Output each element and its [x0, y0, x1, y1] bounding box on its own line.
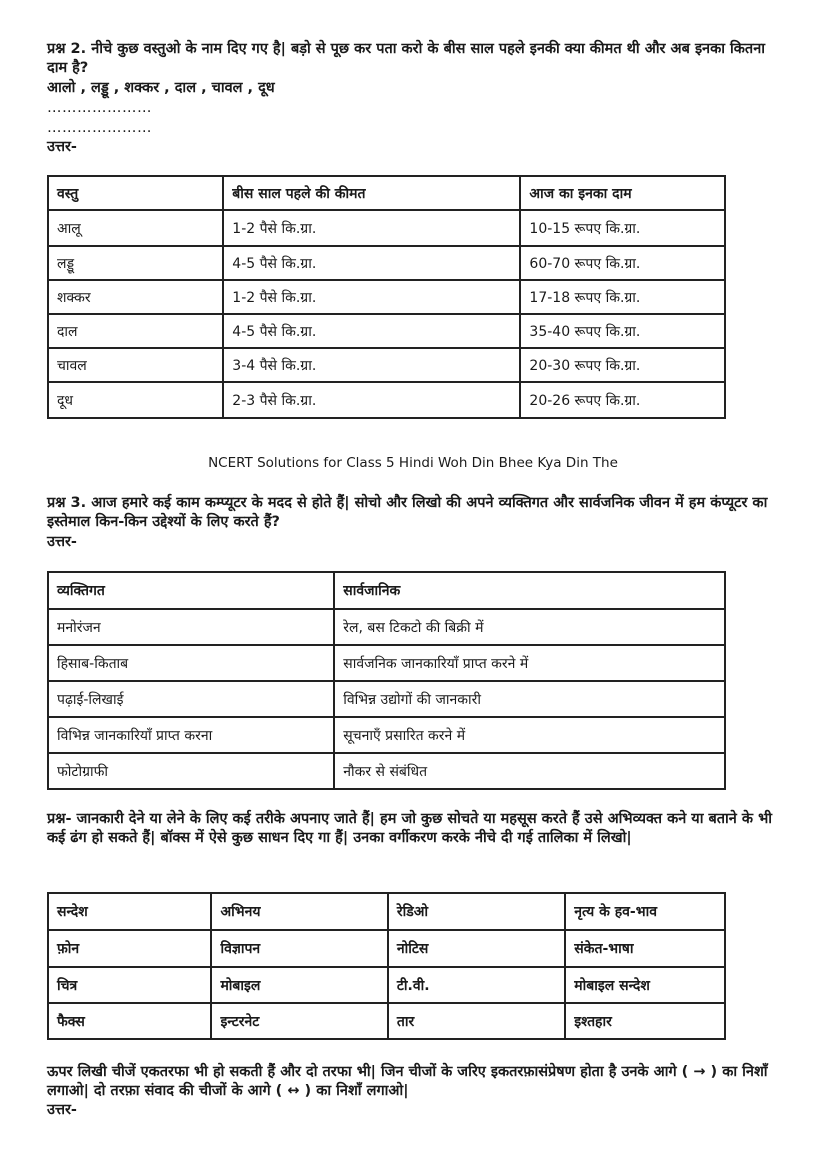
- table-cell: आलू: [48, 210, 223, 246]
- table-cell: 20-26 रूपए कि.ग्रा.: [520, 382, 725, 418]
- table-row: [48, 967, 725, 1003]
- table-header-row: [48, 176, 725, 210]
- table-row: [48, 717, 725, 753]
- communication-means-table: [47, 892, 726, 1040]
- table-cell: हिसाब-किताब: [48, 645, 334, 681]
- header-cell: बीस साल पहले की कीमत: [223, 176, 520, 210]
- table-cell: चित्र: [48, 967, 211, 1003]
- table-cell: इन्टरनेट: [211, 1003, 387, 1039]
- answer-label-q4: उत्तर-: [47, 1102, 77, 1118]
- table-cell: मनोरंजन: [48, 609, 334, 645]
- table-cell: सन्देश: [48, 893, 211, 930]
- question-4: प्रश्न- जानकारी देने या लेने के लिए कई तरीके अपनाए जाते हैं| हम जो कुछ सोचते या महसूस करते हैं उसे अभिव्यक्त कने या बताने के भी कई ढंग हो सकते हैं| बॉक्स में ऐसे कुछ साधन दिए गा हैं| उनका वर्गीकरण करके नीचे दी गई तालिका में लिखो|: [47, 811, 773, 846]
- question-2: प्रश्न 2. नीचे कुछ वस्तुओ के नाम दिए गए है| बड़ो से पूछ कर पता करो के बीस साल पहले इनकी क्या कीमत थी और अब इनका कितना दाम है?: [47, 41, 766, 76]
- blank-line-1: …………………: [47, 100, 152, 116]
- table-cell: रेल, बस टिकटो की बिक्री में: [334, 609, 725, 645]
- table-row: [48, 609, 725, 645]
- price-table: [47, 175, 726, 419]
- table-cell: टी.वी.: [388, 967, 565, 1003]
- table-cell: 2-3 पैसे कि.ग्रा.: [223, 382, 520, 418]
- table-row: [48, 280, 725, 314]
- table-cell: नोटिस: [388, 930, 565, 967]
- header-cell: व्यक्तिगत: [48, 572, 334, 609]
- table-cell: 1-2 पैसे कि.ग्रा.: [223, 210, 520, 246]
- table-cell: विभिन्न जानकारियाँ प्राप्त करना: [48, 717, 334, 753]
- table-cell: दाल: [48, 314, 223, 348]
- page-caption: NCERT Solutions for Class 5 Hindi Woh Din Bhee Kya Din The: [208, 455, 618, 471]
- table-cell: विज्ञापन: [211, 930, 387, 967]
- table-cell: फोटोग्राफी: [48, 753, 334, 789]
- blank-line-2: …………………: [47, 120, 152, 136]
- table-cell: फ़ोन: [48, 930, 211, 967]
- table-row: [48, 893, 725, 930]
- table-cell: 60-70 रूपए कि.ग्रा.: [520, 246, 725, 280]
- table-cell: इश्तहार: [565, 1003, 725, 1039]
- table-cell: नौकर से संबंधित: [334, 753, 725, 789]
- header-cell: आज का इनका दाम: [520, 176, 725, 210]
- table-cell: तार: [388, 1003, 565, 1039]
- answer-label-q3: उत्तर-: [47, 534, 77, 550]
- table-cell: 35-40 रूपए कि.ग्रा.: [520, 314, 725, 348]
- table-row: [48, 753, 725, 789]
- header-cell: सार्वजानिक: [334, 572, 725, 609]
- table-row: [48, 382, 725, 418]
- table-cell: 4-5 पैसे कि.ग्रा.: [223, 246, 520, 280]
- answer-label-q2: उत्तर-: [47, 139, 77, 155]
- question-3: प्रश्न 3. आज हमारे कई काम कम्प्यूटर के मदद से होते हैं| सोचो और लिखो की अपने व्यक्तिगत और सार्वजनिक जीवन में हम कंप्यूटर का इस्तेमाल किन-किन उद्देश्यों के लिए करते हैं?: [47, 495, 768, 530]
- table-cell: मोबाइल: [211, 967, 387, 1003]
- table-cell: रेडिओ: [388, 893, 565, 930]
- table-row: [48, 348, 725, 382]
- table-cell: 20-30 रूपए कि.ग्रा.: [520, 348, 725, 382]
- header-cell: वस्तु: [48, 176, 223, 210]
- table-cell: 4-5 पैसे कि.ग्रा.: [223, 314, 520, 348]
- table-cell: मोबाइल सन्देश: [565, 967, 725, 1003]
- table-cell: नृत्य के हव-भाव: [565, 893, 725, 930]
- table-row: [48, 314, 725, 348]
- table-row: [48, 681, 725, 717]
- table-cell: शक्कर: [48, 280, 223, 314]
- table-cell: फैक्स: [48, 1003, 211, 1039]
- table-cell: पढ़ाई-लिखाई: [48, 681, 334, 717]
- question-4-instruction: ऊपर लिखी चीजें एकतरफा भी हो सकती हैं और दो तरफा भी| जिन चीजों के जरिए इकतरफ़ासंप्रेषण होता है उनके आगे ( → ) का निशाँ लगाओ| दो तरफ़ा संवाद की चीजों के आगे ( ↔ ) का निशाँ लगाओ|: [47, 1064, 768, 1099]
- table-cell: 17-18 रूपए कि.ग्रा.: [520, 280, 725, 314]
- table-cell: सार्वजनिक जानकारियाँ प्राप्त करने में: [334, 645, 725, 681]
- table-row: [48, 246, 725, 280]
- table-cell: संकेत-भाषा: [565, 930, 725, 967]
- table-cell: विभिन्न उद्योगों की जानकारी: [334, 681, 725, 717]
- table-row: [48, 645, 725, 681]
- question-2-items: आलो , लड्डू , शक्कर , दाल , चावल , दूध: [47, 80, 275, 96]
- table-cell: 3-4 पैसे कि.ग्रा.: [223, 348, 520, 382]
- table-cell: चावल: [48, 348, 223, 382]
- computer-usage-table: [47, 571, 726, 790]
- table-header-row: [48, 572, 725, 609]
- table-cell: 10-15 रूपए कि.ग्रा.: [520, 210, 725, 246]
- table-cell: सूचनाएँ प्रसारित करने में: [334, 717, 725, 753]
- table-row: [48, 210, 725, 246]
- table-cell: दूध: [48, 382, 223, 418]
- table-cell: लड्डू: [48, 246, 223, 280]
- table-row: [48, 1003, 725, 1039]
- table-row: [48, 930, 725, 967]
- table-cell: अभिनय: [211, 893, 387, 930]
- table-cell: 1-2 पैसे कि.ग्रा.: [223, 280, 520, 314]
